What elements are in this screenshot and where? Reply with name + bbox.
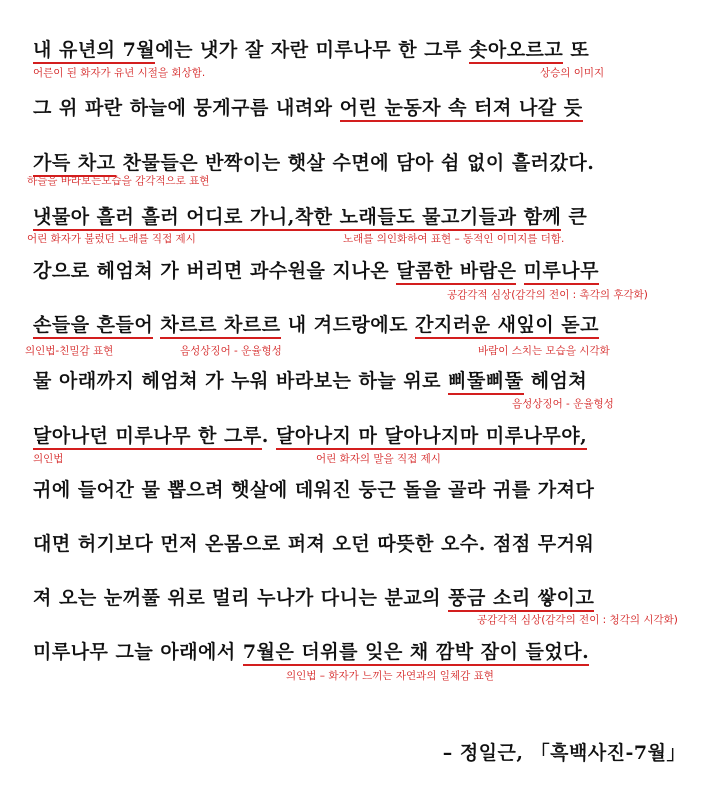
poem-line-9: 귀에 들어간 물 뽑으려 햇살에 데워진 둥근 돌을 골라 귀를 가져다 <box>33 479 595 501</box>
annotation-note: 공감각적 심상(감각의 전이 : 청각의 시각화) <box>477 614 678 626</box>
underlined-phrase: 손들을 흔들어 <box>33 314 153 339</box>
annotation-note: 바람이 스치는 모습을 시각화 <box>478 345 610 357</box>
poem-line-11: 져 오는 눈꺼풀 위로 멀리 누나가 다니는 분교의 풍금 소리 쌓이고 <box>33 586 700 610</box>
annotation-note: 의인법 – 화자가 느끼는 자연과의 일체감 표현 <box>286 670 494 682</box>
underlined-phrase: 7월은 더위를 잊은 채 깜박 잠이 들었다. <box>243 641 589 666</box>
annotation-note: 공감각적 심상(감각의 전이 : 촉각의 후각화) <box>447 289 648 301</box>
underlined-phrase: 삐뚤삐뚤 <box>448 370 523 395</box>
annotation-note: 음성상징어 - 운율형성 <box>512 398 614 410</box>
underlined-phrase: 풍금 소리 쌓이고 <box>448 587 594 612</box>
underlined-phrase: 간지러운 새잎이 돋고 <box>415 314 599 339</box>
annotation-note: 하늘을 바라보는모습을 감각적으로 표현 <box>27 175 210 187</box>
underlined-phrase: 차르르 차르르 <box>160 314 280 339</box>
underlined-phrase: 미루나무 <box>524 260 599 285</box>
poem-line-7: 물 아래까지 헤엄쳐 가 누워 바라보는 하늘 위로 삐뚤삐뚤 헤엄쳐 <box>33 369 700 393</box>
underlined-phrase: 착한 노래들도 물고기들과 함께 <box>295 206 561 231</box>
underlined-phrase: 내 유년의 7월 <box>33 39 155 64</box>
annotation-note: 상승의 이미지 <box>540 67 605 79</box>
underlined-phrase: 달콤한 바람은 <box>396 260 516 285</box>
annotation-note: 음성상징어 - 운율형성 <box>180 345 282 357</box>
annotation-note: 의인법 <box>33 453 64 465</box>
annotation-note: 어린 화자가 불렀던 노래를 직접 제시 <box>27 233 196 245</box>
poem-line-10: 대면 허기보다 먼저 온몸으로 퍼져 오던 따뜻한 오수. 점점 무거워 <box>33 533 595 555</box>
underlined-phrase: 어린 눈동자 속 터져 나갈 듯 <box>340 97 583 122</box>
poem-line-2: 그 위 파란 하늘에 뭉게구름 내려와 어린 눈동자 속 터져 나갈 듯 <box>33 96 700 120</box>
annotation-note: 의인법-친밀감 표현 <box>25 345 114 357</box>
poem-line-1: 내 유년의 7월에는 냇가 잘 자란 미루나무 한 그루 솟아오르고 또 <box>33 38 700 62</box>
poem-line-8: 달아나던 미루나무 한 그루. 달아나지 마 달아나지마 미루나무야, <box>33 424 700 448</box>
poem-line-5: 강으로 헤엄쳐 가 버리면 과수원을 지나온 달콤한 바람은 미루나무 <box>33 259 700 283</box>
poem-line-4: 냇물아 흘러 흘러 어디로 가니,착한 노래들도 물고기들과 함께 큰 <box>33 205 700 229</box>
underlined-phrase: 솟아오르고 <box>469 39 563 64</box>
underlined-phrase: 냇물아 흘러 흘러 어디로 가니, <box>33 206 295 231</box>
annotation-note: 어린 화자의 말을 직접 제시 <box>316 453 441 465</box>
poem-line-6: 손들을 흔들어 차르르 차르르 내 겨드랑에도 간지러운 새잎이 돋고 <box>33 313 700 337</box>
poem-line-12: 미루나무 그늘 아래에서 7월은 더위를 잊은 채 깜박 잠이 들었다. <box>33 640 700 664</box>
attribution: – 정일근, 「흑백사진-7월」 <box>442 742 686 764</box>
underlined-phrase: 달아나지 마 달아나지마 미루나무야, <box>276 425 587 450</box>
underlined-phrase: 달아나던 미루나무 한 그루 <box>33 425 262 450</box>
underlined-phrase: 가득 차고 <box>33 152 116 177</box>
annotation-note: 어른이 된 화자가 유년 시절을 회상함. <box>33 67 206 79</box>
poem-line-3: 가득 차고 찬물들은 반짝이는 햇살 수면에 담아 쉼 없이 흘러갔다. <box>33 151 700 175</box>
annotation-note: 노래를 의인화하여 표현 – 동적인 이미지를 더함. <box>343 233 565 245</box>
